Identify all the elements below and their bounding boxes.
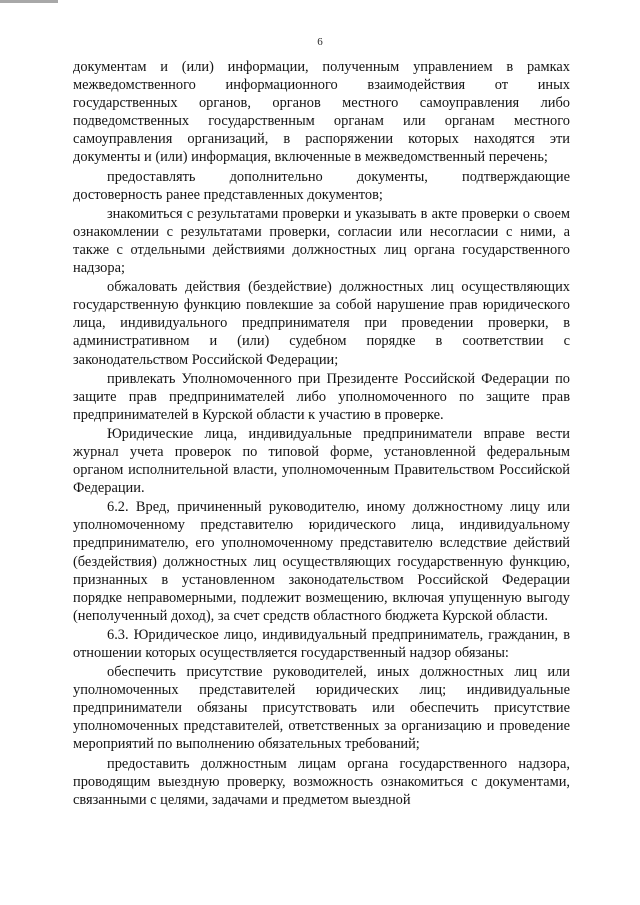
paragraph-involve-ombudsman: привлекать Уполномоченного при Президенте Российской Федерации по защите прав предпринимателей либо уполномоченного по защите прав предпринимателей в Курской области к участию в проверке. [73,370,570,423]
page-number: 6 [317,36,323,48]
paragraph-review-results: знакомиться с результатами проверки и указывать в акте проверки о своем ознакомлении с результатами проверки, согласии или несогласии с ними, а также с отдельными действиями должностных лиц органа государственного надзора; [73,205,570,277]
paragraph-ensure-presence: обеспечить присутствие руководителей, иных должностных лиц или уполномоченных представителей юридических лиц; индивидуальные предприниматели обязаны присутствовать или обеспечить присутствие уполномоченных представителей, ответственных за организацию и проведение мероприятий по выполнению обязательных требований; [73,664,570,753]
paragraph-documents-info: документам и (или) информации, полученным управлением в рамках межведомственного информационного взаимодействия от иных государственных органов, органов местного самоуправления либо подведомственных государственным органам или органам местного самоуправления организаций, в распоряжении которых находятся эти документы и (или) информация, включенные в межведомственный перечень; [73,59,570,166]
scan-edge-mark [0,0,58,3]
paragraph-provide-additional: предоставлять дополнительно документы, подтверждающие достоверность ранее представленных документов; [73,168,570,203]
paragraph-6-2-damages: 6.2. Вред, причиненный руководителю, иному должностному лицу или уполномоченному представителю юридического лица, индивидуальному предпринимателю, его уполномоченному представителю вследствие действий (бездействия) должностных лиц осуществляющих государственную функцию, признанных в установленном законодательством Российской Федерации порядке неправомерными, подлежит возмещению, включая упущенную выгоду (неполученный доход), за счет средств областного бюджета Курской области. [73,499,570,624]
paragraph-provide-access: предоставить должностным лицам органа государственного надзора, проводящим выездную проверку, возможность ознакомиться с документами, связанными с целями, задачами и предметом выездной [73,755,570,808]
paragraph-inspection-log: Юридические лица, индивидуальные предприниматели вправе вести журнал учета проверок по типовой форме, установленной федеральным органом исполнительной власти, уполномоченным Правительством Российской Федерации. [73,425,570,497]
document-body [73,58,570,809]
paragraph-appeal-actions: обжаловать действия (бездействие) должностных лиц осуществляющих государственную функцию повлекшие за собой нарушение прав юридического лица, индивидуального предпринимателя при проведении проверки, в административном и (или) судебном порядке в соответствии с законодательством Российской Федерации; [73,279,570,368]
paragraph-6-3-obligations: 6.3. Юридическое лицо, индивидуальный предприниматель, гражданин, в отношении которых осуществляется государственный надзор обязаны: [73,626,570,661]
